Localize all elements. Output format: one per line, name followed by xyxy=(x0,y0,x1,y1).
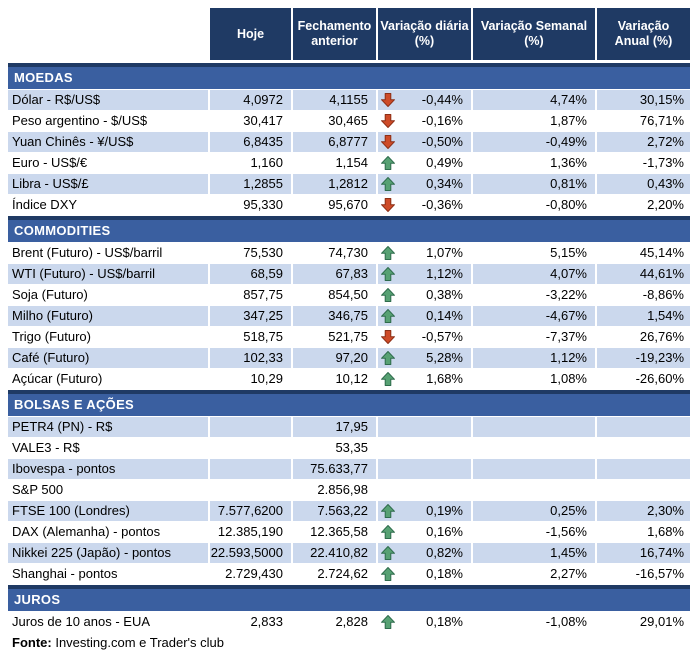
cell-fechamento: 7.563,22 xyxy=(293,501,378,521)
source-text: Investing.com e Trader's club xyxy=(51,635,225,650)
cell-variacao-diaria-value: 0,18% xyxy=(426,566,463,581)
table-row xyxy=(8,111,690,131)
cell-hoje: 2.729,430 xyxy=(210,564,293,584)
down-arrow-icon xyxy=(380,92,396,108)
row-label: Libra - US$/£ xyxy=(8,174,210,194)
cell-hoje: 7.577,6200 xyxy=(210,501,293,521)
up-arrow-icon xyxy=(380,266,396,282)
up-arrow-icon xyxy=(380,350,396,366)
cell-hoje xyxy=(210,480,293,500)
row-label: Milho (Futuro) xyxy=(8,306,210,326)
row-label: Shanghai - pontos xyxy=(8,564,210,584)
cell-fechamento: 74,730 xyxy=(293,243,378,263)
row-label: Soja (Futuro) xyxy=(8,285,210,305)
table-row xyxy=(8,501,690,521)
cell-hoje: 30,417 xyxy=(210,111,293,131)
table-row xyxy=(8,195,690,215)
cell-variacao-anual: 2,72% xyxy=(597,132,690,152)
cell-variacao-diaria xyxy=(378,111,473,131)
cell-variacao-diaria xyxy=(378,306,473,326)
cell-variacao-diaria-value: -0,44% xyxy=(421,92,463,107)
column-header-variacao-anual: Variação Anual (%) xyxy=(597,8,690,60)
up-arrow-icon xyxy=(380,350,396,366)
cell-hoje: 2,833 xyxy=(210,612,293,632)
section-title: COMMODITIES xyxy=(8,216,690,242)
cell-variacao-anual: 26,76% xyxy=(639,329,684,344)
up-arrow-icon xyxy=(380,503,396,519)
row-label: Peso argentino - $/US$ xyxy=(8,111,210,131)
table-row xyxy=(8,369,690,389)
column-header-variacao-diaria: Variação diária (%) xyxy=(378,8,473,60)
cell-variacao-anual: 16,74% xyxy=(597,543,690,563)
table-row xyxy=(8,438,690,458)
cell-variacao-semanal: 1,87% xyxy=(473,111,597,131)
section-title: BOLSAS E AÇÕES xyxy=(8,390,690,416)
cell-variacao-semanal: 0,81% xyxy=(473,174,597,194)
section-rows xyxy=(8,242,690,389)
cell-variacao-anual xyxy=(597,459,690,479)
table-header xyxy=(8,8,690,60)
row-label: Café (Futuro) xyxy=(8,348,210,368)
row-label: Yuan Chinês - ¥/US$ xyxy=(8,132,210,152)
source-note xyxy=(8,635,690,650)
cell-variacao-semanal xyxy=(473,417,597,437)
cell-hoje: 10,29 xyxy=(210,369,293,389)
cell-variacao-semanal xyxy=(473,459,597,479)
cell-fechamento: 346,75 xyxy=(293,306,378,326)
cell-hoje: 95,330 xyxy=(210,195,293,215)
cell-hoje: 68,59 xyxy=(210,264,293,284)
cell-hoje: 1,160 xyxy=(210,153,293,173)
row-label: VALE3 - R$ xyxy=(8,438,210,458)
cell-fechamento: 4,1155 xyxy=(293,90,378,110)
cell-variacao-diaria xyxy=(378,90,473,110)
cell-variacao-anual: -26,60% xyxy=(635,371,684,386)
cell-variacao-diaria-value: 1,12% xyxy=(426,266,463,281)
row-label: FTSE 100 (Londres) xyxy=(8,501,210,521)
cell-variacao-diaria xyxy=(378,459,473,479)
up-arrow-icon xyxy=(380,266,396,282)
cell-variacao-diaria-value: 0,49% xyxy=(426,155,463,170)
cell-variacao-semanal: -0,80% xyxy=(473,195,597,215)
column-header-variacao-semanal: Variação Semanal (%) xyxy=(473,8,597,60)
table-section xyxy=(8,390,690,584)
cell-variacao-diaria xyxy=(378,174,473,194)
table-row xyxy=(8,417,690,437)
cell-variacao-diaria xyxy=(378,564,473,584)
cell-variacao-diaria xyxy=(378,132,473,152)
cell-variacao-semanal: 5,15% xyxy=(473,243,597,263)
cell-variacao-anual xyxy=(597,480,690,500)
cell-variacao-diaria-value: -0,36% xyxy=(421,197,463,212)
table-row xyxy=(8,459,690,479)
cell-variacao-diaria xyxy=(378,348,473,368)
cell-variacao-semanal: 4,07% xyxy=(473,264,597,284)
cell-variacao-diaria xyxy=(378,438,473,458)
cell-variacao-diaria-value: -0,50% xyxy=(421,134,463,149)
up-arrow-icon xyxy=(380,176,396,192)
down-arrow-icon xyxy=(380,197,396,213)
up-arrow-icon xyxy=(380,176,396,192)
cell-variacao-diaria xyxy=(378,480,473,500)
up-arrow-icon xyxy=(380,545,396,561)
up-arrow-icon xyxy=(380,524,396,540)
table-row xyxy=(8,153,690,173)
cell-variacao-anual: 44,61% xyxy=(597,264,690,284)
cell-variacao-anual xyxy=(597,417,690,437)
up-arrow-icon xyxy=(380,524,396,540)
cell-hoje xyxy=(210,438,293,458)
up-arrow-icon xyxy=(380,155,396,171)
cell-fechamento: 17,95 xyxy=(293,417,378,437)
table-row xyxy=(8,564,690,584)
cell-variacao-anual: 1,68% xyxy=(647,524,684,539)
down-arrow-icon xyxy=(380,134,396,150)
table-section xyxy=(8,216,690,389)
table-body xyxy=(8,63,690,632)
cell-hoje: 518,75 xyxy=(210,327,293,347)
cell-variacao-diaria xyxy=(378,543,473,563)
table-row xyxy=(8,348,690,368)
cell-variacao-diaria-value: 0,14% xyxy=(426,308,463,323)
cell-variacao-anual: 30,15% xyxy=(597,90,690,110)
cell-variacao-anual: -1,73% xyxy=(642,155,684,170)
cell-variacao-diaria xyxy=(378,612,473,632)
cell-fechamento: 95,670 xyxy=(293,195,378,215)
cell-hoje: 1,2855 xyxy=(210,174,293,194)
section-rows xyxy=(8,611,690,632)
row-label: S&P 500 xyxy=(8,480,210,500)
down-arrow-icon xyxy=(380,92,396,108)
cell-variacao-semanal: -7,37% xyxy=(473,327,597,347)
cell-fechamento: 12.365,58 xyxy=(293,522,378,542)
cell-variacao-diaria xyxy=(378,195,473,215)
cell-hoje: 102,33 xyxy=(210,348,293,368)
down-arrow-icon xyxy=(380,113,396,129)
cell-variacao-anual: 29,01% xyxy=(639,614,684,629)
table-row xyxy=(8,90,690,110)
row-label: Índice DXY xyxy=(8,195,210,215)
up-arrow-icon xyxy=(380,503,396,519)
cell-variacao-diaria-value: 0,82% xyxy=(426,545,463,560)
row-label: Açúcar (Futuro) xyxy=(8,369,210,389)
table-row xyxy=(8,132,690,152)
cell-variacao-anual: 1,54% xyxy=(597,306,690,326)
column-header-hoje: Hoje xyxy=(210,8,293,60)
column-header-fechamento: Fechamento anterior xyxy=(293,8,378,60)
cell-variacao-semanal: 1,45% xyxy=(473,543,597,563)
up-arrow-icon xyxy=(380,308,396,324)
cell-fechamento: 97,20 xyxy=(293,348,378,368)
up-arrow-icon xyxy=(380,371,396,387)
cell-variacao-diaria-value: -0,16% xyxy=(421,113,463,128)
up-arrow-icon xyxy=(380,614,396,630)
down-arrow-icon xyxy=(380,329,396,345)
cell-variacao-diaria-value: 0,38% xyxy=(426,287,463,302)
cell-variacao-diaria xyxy=(378,501,473,521)
table-row xyxy=(8,306,690,326)
cell-fechamento: 521,75 xyxy=(293,327,378,347)
up-arrow-icon xyxy=(380,287,396,303)
cell-variacao-anual xyxy=(597,438,690,458)
cell-variacao-anual: 45,14% xyxy=(639,245,684,260)
section-rows xyxy=(8,89,690,215)
cell-variacao-anual: -16,57% xyxy=(635,566,684,581)
cell-hoje: 6,8435 xyxy=(210,132,293,152)
cell-fechamento: 22.410,82 xyxy=(293,543,378,563)
table-row xyxy=(8,327,690,347)
cell-variacao-diaria-value: 1,07% xyxy=(426,245,463,260)
up-arrow-icon xyxy=(380,155,396,171)
up-arrow-icon xyxy=(380,245,396,261)
cell-variacao-semanal xyxy=(473,480,597,500)
cell-variacao-semanal: 1,12% xyxy=(473,348,597,368)
cell-variacao-diaria-value: 0,18% xyxy=(426,614,463,629)
table-row xyxy=(8,264,690,284)
table-row xyxy=(8,480,690,500)
cell-fechamento: 6,8777 xyxy=(293,132,378,152)
cell-hoje: 4,0972 xyxy=(210,90,293,110)
cell-variacao-semanal: 1,08% xyxy=(473,369,597,389)
down-arrow-icon xyxy=(380,113,396,129)
cell-hoje: 75,530 xyxy=(210,243,293,263)
section-title: JUROS xyxy=(8,585,690,611)
row-label: Brent (Futuro) - US$/barril xyxy=(8,243,210,263)
up-arrow-icon xyxy=(380,614,396,630)
cell-variacao-anual: 0,43% xyxy=(597,174,690,194)
down-arrow-icon xyxy=(380,329,396,345)
cell-hoje xyxy=(210,459,293,479)
table-section xyxy=(8,585,690,632)
cell-variacao-diaria-value: 0,34% xyxy=(426,176,463,191)
cell-hoje: 347,25 xyxy=(210,306,293,326)
cell-variacao-diaria xyxy=(378,285,473,305)
cell-variacao-semanal: 0,25% xyxy=(473,501,597,521)
cell-variacao-semanal: -0,49% xyxy=(473,132,597,152)
cell-variacao-anual: 2,30% xyxy=(597,501,690,521)
cell-fechamento: 67,83 xyxy=(293,264,378,284)
cell-hoje: 857,75 xyxy=(210,285,293,305)
cell-fechamento: 30,465 xyxy=(293,111,378,131)
row-label: WTI (Futuro) - US$/barril xyxy=(8,264,210,284)
cell-fechamento: 854,50 xyxy=(293,285,378,305)
cell-fechamento: 1,154 xyxy=(293,153,378,173)
cell-variacao-semanal: 4,74% xyxy=(473,90,597,110)
up-arrow-icon xyxy=(380,308,396,324)
cell-variacao-anual: -19,23% xyxy=(597,348,690,368)
cell-variacao-semanal: 1,36% xyxy=(473,153,597,173)
table-row xyxy=(8,543,690,563)
section-rows xyxy=(8,416,690,584)
cell-variacao-diaria xyxy=(378,243,473,263)
table-row xyxy=(8,243,690,263)
header-spacer xyxy=(8,8,210,60)
cell-variacao-semanal: 2,27% xyxy=(473,564,597,584)
cell-variacao-diaria-value: 0,16% xyxy=(426,524,463,539)
cell-variacao-diaria-value: 0,19% xyxy=(426,503,463,518)
cell-variacao-diaria xyxy=(378,522,473,542)
cell-variacao-semanal: -1,56% xyxy=(473,522,597,542)
cell-variacao-semanal: -1,08% xyxy=(473,612,597,632)
cell-variacao-anual: 76,71% xyxy=(639,113,684,128)
cell-variacao-diaria xyxy=(378,369,473,389)
cell-variacao-semanal: -4,67% xyxy=(473,306,597,326)
table-row xyxy=(8,522,690,542)
down-arrow-icon xyxy=(380,197,396,213)
cell-variacao-diaria xyxy=(378,327,473,347)
row-label: Dólar - R$/US$ xyxy=(8,90,210,110)
table-row xyxy=(8,174,690,194)
cell-hoje: 22.593,5000 xyxy=(210,543,293,563)
cell-fechamento: 2.856,98 xyxy=(293,480,378,500)
up-arrow-icon xyxy=(380,545,396,561)
cell-fechamento: 2,828 xyxy=(293,612,378,632)
up-arrow-icon xyxy=(380,566,396,582)
section-title: MOEDAS xyxy=(8,63,690,89)
table-row xyxy=(8,285,690,305)
up-arrow-icon xyxy=(380,287,396,303)
cell-fechamento: 53,35 xyxy=(293,438,378,458)
row-label: Euro - US$/€ xyxy=(8,153,210,173)
up-arrow-icon xyxy=(380,371,396,387)
table-row xyxy=(8,612,690,632)
cell-variacao-anual: -8,86% xyxy=(642,287,684,302)
cell-variacao-diaria xyxy=(378,264,473,284)
cell-fechamento: 75.633,77 xyxy=(293,459,378,479)
cell-variacao-diaria-value: 1,68% xyxy=(426,371,463,386)
source-label: Fonte: xyxy=(12,635,52,650)
row-label: Ibovespa - pontos xyxy=(8,459,210,479)
cell-hoje xyxy=(210,417,293,437)
row-label: Juros de 10 anos - EUA xyxy=(8,612,210,632)
cell-variacao-semanal xyxy=(473,438,597,458)
cell-variacao-diaria xyxy=(378,417,473,437)
table-section xyxy=(8,63,690,215)
row-label: Nikkei 225 (Japão) - pontos xyxy=(8,543,210,563)
row-label: Trigo (Futuro) xyxy=(8,327,210,347)
cell-variacao-diaria-value: 5,28% xyxy=(426,350,463,365)
cell-variacao-diaria xyxy=(378,153,473,173)
down-arrow-icon xyxy=(380,134,396,150)
up-arrow-icon xyxy=(380,566,396,582)
cell-variacao-semanal: -3,22% xyxy=(473,285,597,305)
cell-fechamento: 10,12 xyxy=(293,369,378,389)
cell-variacao-anual: 2,20% xyxy=(647,197,684,212)
cell-fechamento: 1,2812 xyxy=(293,174,378,194)
cell-fechamento: 2.724,62 xyxy=(293,564,378,584)
up-arrow-icon xyxy=(380,245,396,261)
row-label: DAX (Alemanha) - pontos xyxy=(8,522,210,542)
row-label: PETR4 (PN) - R$ xyxy=(8,417,210,437)
cell-hoje: 12.385,190 xyxy=(210,522,293,542)
cell-variacao-diaria-value: -0,57% xyxy=(421,329,463,344)
